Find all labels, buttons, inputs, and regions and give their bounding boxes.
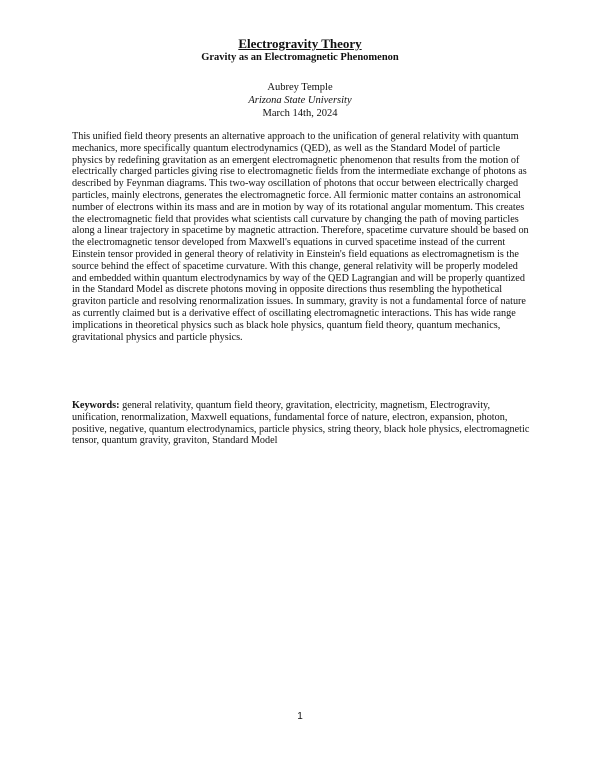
paper-subtitle: Gravity as an Electromagnetic Phenomenon [201,52,399,63]
abstract-paragraph: This unified field theory presents an alternative approach to the unification of general relativity with quantum mechanics, more specifically quantum electrodynamics (QED), as well as the Standard Model of particle physics by redefining gravitation as an emergent electromagnetic phenomenon that results from the motion of electrically charged particles giving rise to electromagnetic fields from the intermediate exchange of photons as described by Feynman diagrams. This two-way oscillation of photons that occur between electrically charged particles, mainly electrons, generates the electromagnetic force. All fermionic matter contains an astronomical number of electrons within its mass and are in motion by way of its rotational angular momentum. This creates the electromagnetic field that provides what scientists call curvature by changing the path of moving particles along a linear trajectory in spacetime by magnetic attraction. Therefore, spacetime curvature should be based on the electromagnetic tensor developed from Maxwell's equations in curved spacetime instead of the current Einstein tensor provided in general theory of relativity in Einstein's field equations as electromagnetism is the source behind the effect of spacetime curvature. With this change, general relativity will be properly modeled and embedded within quantum electrodynamics by way of the QED Lagrangian and will be properly quantized in the Standard Model as discrete photons moving in opposite directions thus resembling the hypothetical graviton particle and resolving renormalization issues. In summary, gravity is not a fundamental force of nature as currently claimed but is a derivative effect of oscillating electromagnetic interactions. This has wide range implications in theoretical physics such as black hole physics, quantum field theory, quantum mechanics, gravitational physics and particle physics. [72,131,529,343]
keywords-label: Keywords: [72,400,120,411]
publication-date: March 14th, 2024 [262,108,338,119]
keywords-paragraph [72,400,533,447]
author-affiliation: Arizona State University [248,95,352,106]
keywords-list: general relativity, quantum field theory, gravitation, electricity, magnetism, Electrogravity, unification, renormalization, Maxwell equations, fundamental force of nature, electron, expansion, photon, positive, negative, quantum electrodynamics, particle physics, string theory, black hole physics, electromagnetic tensor, quantum gravity, graviton, Standard Model [72,400,530,447]
author-name: Aubrey Temple [267,82,333,93]
paper-title: Electrogravity Theory [238,36,362,51]
paper-header [0,37,600,120]
page-number: 1 [297,711,303,722]
